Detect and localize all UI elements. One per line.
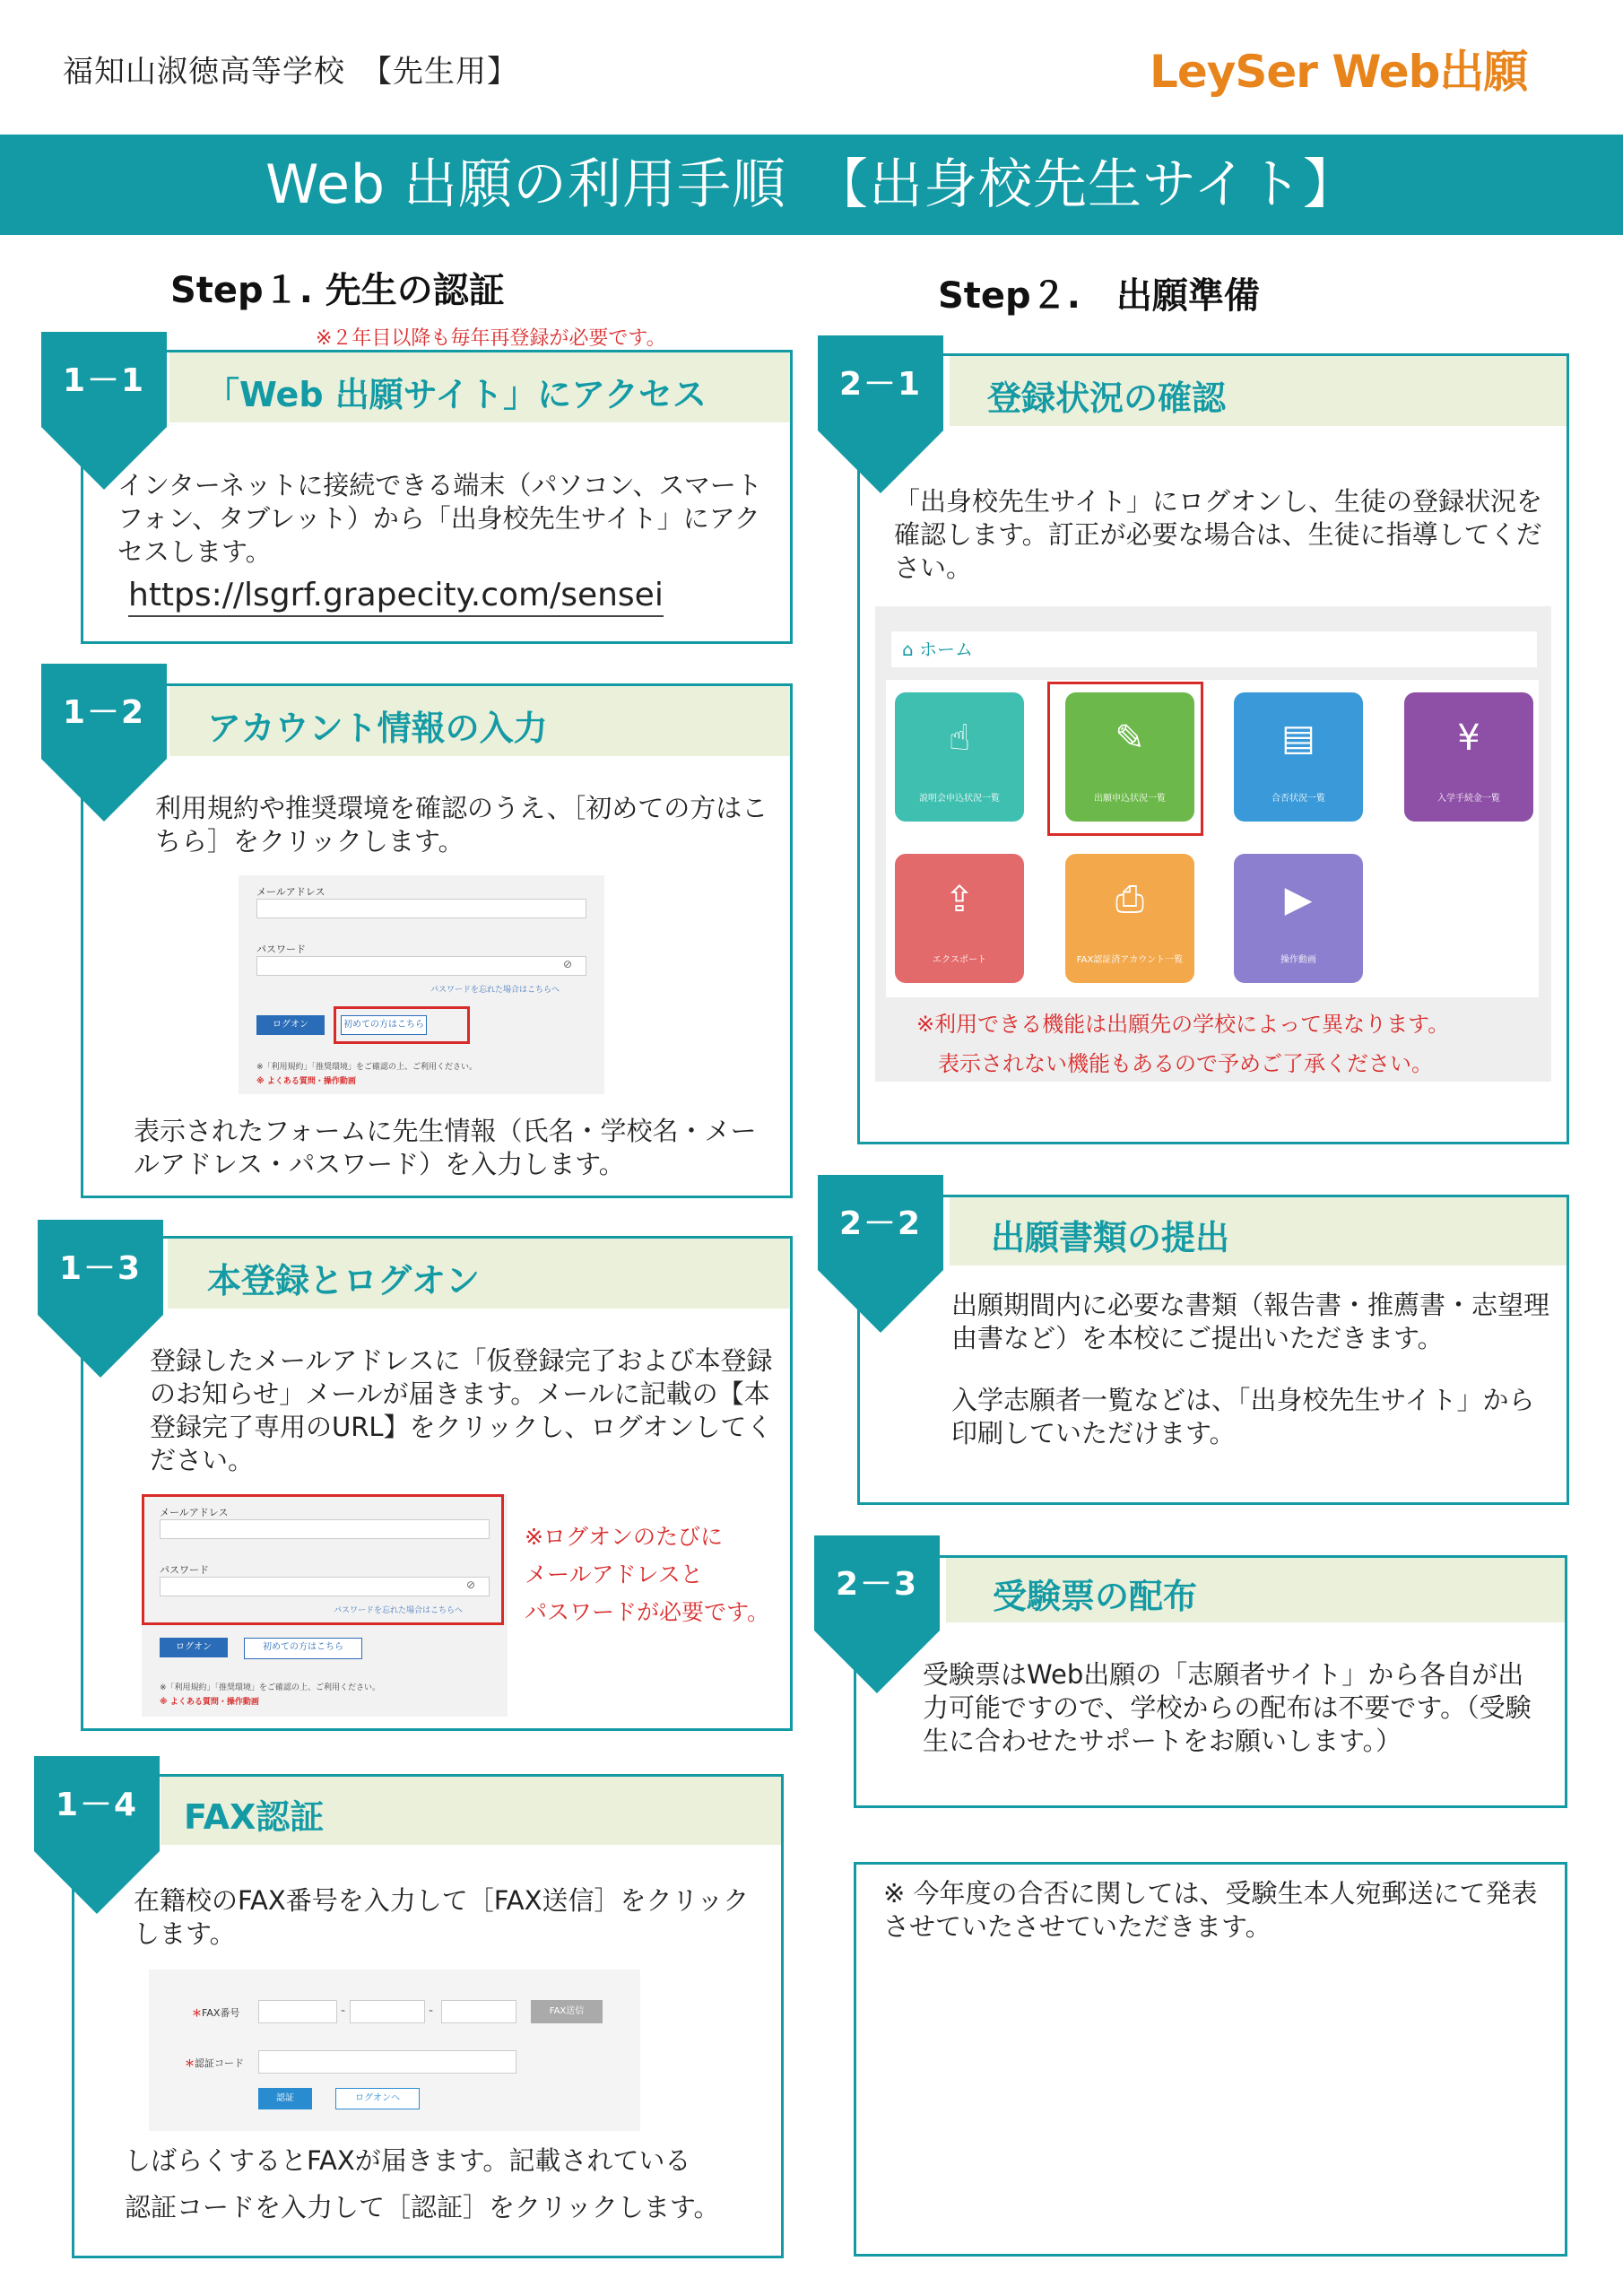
function-tile — [1234, 692, 1363, 822]
reregister-note: ※２年目以降も毎年再登録が必要です。 — [316, 327, 666, 350]
first-time-button: 初めての方はこちら — [341, 1015, 427, 1035]
step-title: 受験票の配布 — [993, 1577, 1198, 1616]
auth-button: 認証 — [258, 2088, 312, 2109]
tile-label: 操作動画 — [1280, 955, 1316, 965]
step-number-tag — [818, 335, 952, 497]
logon-note-line: ※ログオンのたびに — [525, 1524, 723, 1550]
first-time-button: 初めての方はこちら — [244, 1638, 362, 1659]
step-number: 2－1 — [838, 366, 923, 403]
step-number-tag — [38, 1220, 172, 1381]
step2-heading: Step２. 出願準備 — [938, 275, 1260, 317]
faq-links: ※ よくある質問・操作動画 — [160, 1698, 259, 1707]
email-field — [256, 899, 586, 918]
yen-icon: ¥ — [1457, 718, 1480, 759]
auth-code-label: ＊認証コード — [185, 2057, 244, 2069]
page-title: Web 出願の利用手順 【出身校先生サイト】 — [265, 153, 1358, 216]
step-number: 1－1 — [62, 362, 146, 399]
fax-local-field — [350, 2000, 425, 2023]
step-title: 出願書類の提出 — [991, 1218, 1230, 1257]
home-icon: ⌂ — [902, 639, 920, 660]
step-2-3-box — [854, 1555, 1567, 1808]
film-icon: ▶ — [1284, 879, 1313, 920]
logon-note — [525, 1518, 769, 1631]
email-label: メールアドレス — [256, 886, 325, 898]
step-title: FAX認証 — [184, 1797, 325, 1837]
highlight-frame — [1047, 682, 1203, 836]
email-label: メールアドレス — [160, 1507, 229, 1518]
step-title: アカウント情報の入力 — [207, 709, 548, 748]
highlight-frame — [334, 1006, 470, 1044]
result-notice-text: ※ 今年度の合否に関しては、受験生本人宛郵送にて発表させていたさせていただきます。 — [883, 1878, 1538, 1942]
step-description: 「出身校先生サイト」にログオンし、生徒の登録状況を確認します。訂正が必要な場合は、生徒に指導してください。 — [894, 486, 1542, 583]
feature-note: ※利用できる機能は出願先の学校によって異なります。 — [916, 1012, 1450, 1037]
tile-label: 出願申込状況一覧 — [1094, 794, 1166, 804]
highlight-frame — [142, 1494, 504, 1625]
step-description-2: 表示されたフォームに先生情報（氏名・学校名・メールアドレス・パスワード）を入力します。 — [134, 1116, 757, 1179]
eye-slash-icon: ⊘ — [466, 1578, 476, 1591]
home-breadcrumb — [891, 631, 1537, 667]
step-number-tag — [41, 332, 176, 493]
forgot-password-link: パスワードを忘れた場合はこちらへ — [430, 986, 560, 995]
step-description-2: 入学志願者一覧などは、「出身校先生サイト」から印刷していただけます。 — [951, 1385, 1535, 1448]
step-title: 本登録とログオン — [207, 1261, 481, 1300]
logon-button: ログオン — [256, 1015, 325, 1035]
step-2-2-box — [857, 1195, 1569, 1505]
tile-label: 説明会申込状況一覧 — [919, 794, 1000, 804]
fax-line-field — [441, 2000, 516, 2023]
auth-code-label-text: 認証コード — [195, 2057, 244, 2069]
doc-pen-icon: ✎ — [1115, 718, 1145, 759]
step-number-tag — [34, 1756, 169, 1918]
step-1-1-box — [81, 350, 793, 644]
function-tile — [1065, 854, 1194, 983]
step-title: 「Web 出願サイト」にアクセス — [205, 375, 707, 414]
step-description: 出願期間内に必要な書類（報告書・推薦書・志望理由書など）を本校にご提出いただきます。 — [951, 1290, 1550, 1353]
fax-number-label-text: FAX番号 — [202, 2007, 240, 2019]
tile-label: 合否状況一覧 — [1271, 794, 1325, 804]
step-description: 受験票はWeb出願の「志願者サイト」から各自が出力可能ですので、学校からの配布は不要です。（受験生に合わせたサポートをお願いします。） — [923, 1659, 1532, 1756]
password-label: パスワード — [256, 944, 306, 955]
auth-code-field — [258, 2050, 516, 2074]
step-number: 1－4 — [55, 1787, 139, 1823]
function-tile — [895, 692, 1024, 822]
step-description: 登録したメールアドレスに「仮登録完了および本登録のお知らせ」メールが届きます。メールに記載の【本登録完了専用のURL】をクリックし、ログオンしてください。 — [150, 1345, 773, 1475]
step-number-tag — [41, 664, 176, 825]
sensei-site-link[interactable]: https://lsgrf.grapecity.com/sensei — [128, 577, 664, 617]
dash: - — [341, 2004, 346, 2018]
leyser-logo: LeySer Web出願 — [1150, 46, 1528, 98]
password-label: パスワード — [160, 1564, 209, 1576]
step1-heading: Step１. 先生の認証 — [170, 270, 505, 311]
tile-label: 入学手続金一覧 — [1437, 794, 1500, 804]
tile-label: FAX認証済アカウント一覧 — [1076, 955, 1184, 965]
function-tile — [1404, 692, 1533, 822]
function-tile — [1234, 854, 1363, 983]
fax-number-label: ＊FAX番号 — [192, 2007, 240, 2019]
step-number: 1－2 — [62, 694, 146, 731]
logon-note-line: パスワードが必要です。 — [525, 1599, 770, 1625]
password-field — [256, 956, 586, 976]
forgot-password-link: パスワードを忘れた場合はこちらへ — [334, 1606, 464, 1615]
export-icon: ⇪ — [944, 879, 975, 920]
step-number: 1－3 — [58, 1250, 143, 1287]
logon-button: ログオン — [160, 1638, 228, 1657]
printer-icon: ⎙ — [1115, 879, 1144, 920]
terms-note: ※「利用規約」「推奨環境」をご確認の上、ご利用ください。 — [160, 1683, 381, 1692]
step-number: 2－2 — [838, 1205, 923, 1242]
title-banner — [0, 135, 1623, 235]
tile-label: エクスポート — [933, 955, 986, 965]
logon-note-line: メールアドレスと — [525, 1561, 703, 1587]
faq-links: ※ よくある質問・操作動画 — [256, 1077, 356, 1086]
terms-note: ※「利用規約」「推奨環境」をご確認の上、ご利用ください。 — [256, 1063, 478, 1072]
hand-doc-icon: ☝ — [948, 718, 971, 759]
step-description: 在籍校のFAX番号を入力して［FAX送信］をクリックします。 — [134, 1885, 750, 1949]
fax-send-button: FAX送信 — [531, 2000, 603, 2023]
doc-icon: ▤ — [1281, 718, 1315, 759]
fax-area-field — [258, 2000, 337, 2023]
school-name: 福知山淑徳高等学校 【先生用】 — [63, 54, 518, 90]
step-number-tag — [818, 1175, 952, 1336]
home-screen-screenshot — [875, 606, 1551, 1082]
home-label: ホーム — [919, 639, 974, 660]
eye-slash-icon: ⊘ — [563, 958, 573, 970]
step-number-tag — [814, 1535, 949, 1697]
dash: - — [429, 2004, 434, 2018]
login-form-screenshot — [239, 875, 604, 1094]
step-description-3: 認証コードを入力して［認証］をクリックします。 — [125, 2192, 720, 2222]
fax-form-screenshot — [149, 1970, 640, 2131]
step-description: インターネットに接続できる端末（パソコン、スマートフォン、タブレット）から「出身校先生サイト」にアクセスします。 — [117, 470, 762, 567]
step-description-2: しばらくするとFAXが届きます。記載されている — [125, 2145, 691, 2176]
feature-note-2: 表示されない機能もあるので予めご了承ください。 — [938, 1051, 1433, 1076]
step-title: 登録状況の確認 — [987, 378, 1227, 418]
step-description: 利用規約や推奨環境を確認のうえ、［初めての方はこちら］をクリックします。 — [155, 793, 768, 857]
function-tile — [895, 854, 1024, 983]
result-notice-box — [854, 1862, 1567, 2257]
step-number: 2－3 — [835, 1566, 919, 1603]
back-to-logon-button: ログオンへ — [335, 2088, 420, 2109]
